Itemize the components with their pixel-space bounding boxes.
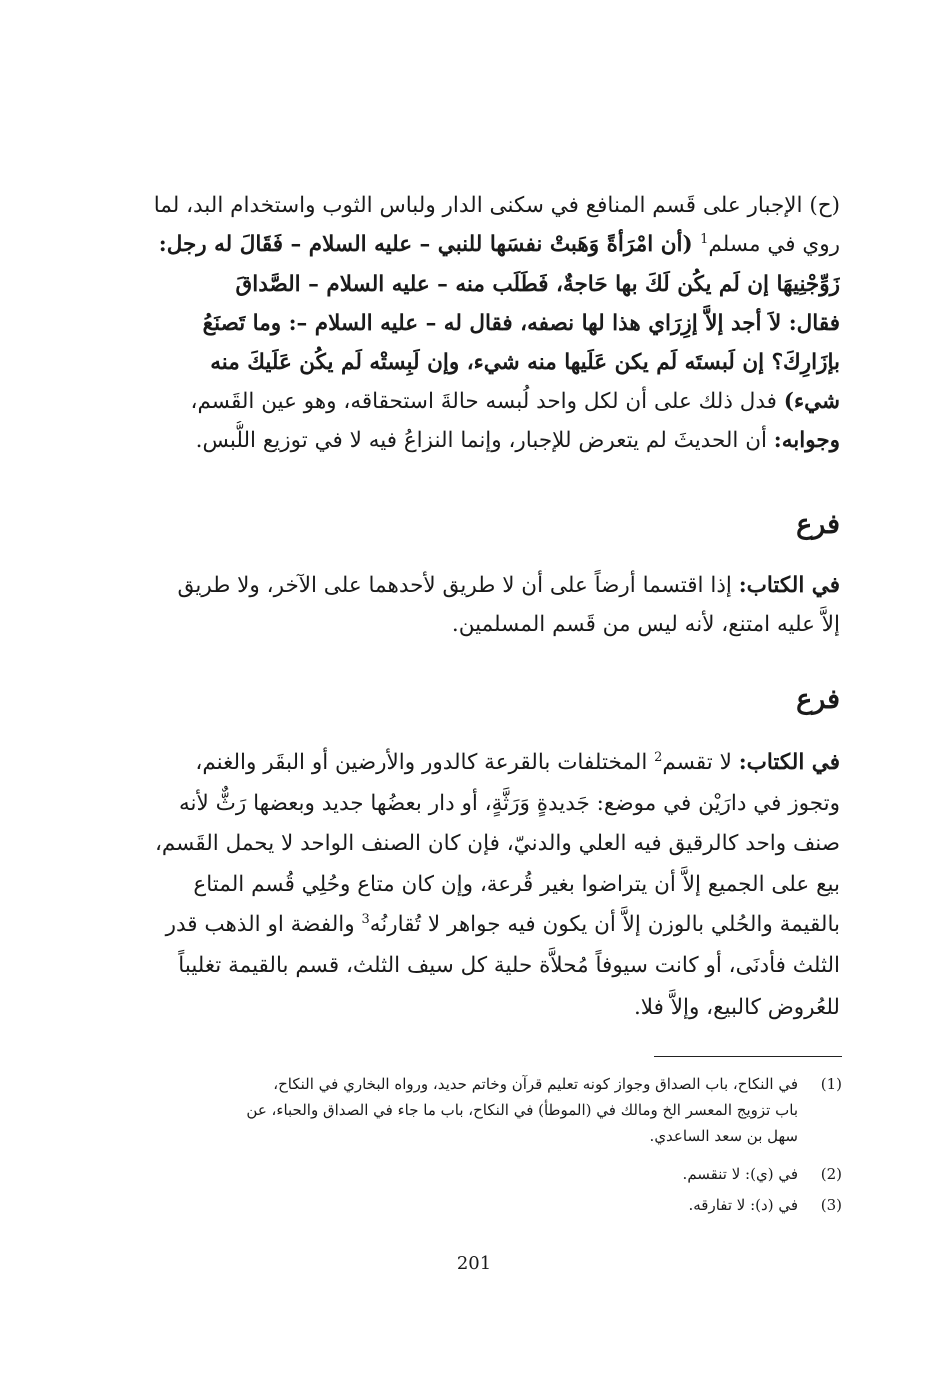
body-line: في الكتاب: إذا اقتسما أرضاً على أن لا طريق لأحدهما على الآخر، ولا طريق — [177, 573, 840, 598]
body-line: بإزَارِكَ؟ إن لَبستَه لَم يكن عَلَيها منه شيء، وإن لَبِستْه لَم يكُن عَلَيكَ منه — [210, 350, 840, 375]
section-heading: فرع — [796, 684, 840, 715]
body-line: شيء) فدل ذلك على أن لكل واحد لُبسه حالةَ استحقاقه، وهو عين القَسم، — [190, 389, 840, 414]
body-line: زَوِّجْنِيهَا إن لَم يكُن لَكَ بها حَاجةٌ، فَطَلَب منه – عليه السلام – الصَّداقَ — [235, 272, 840, 297]
footnote-continuation: سهل بن سعد الساعدي. — [649, 1127, 798, 1145]
footnote-ref: 2 — [654, 749, 663, 765]
body-line: وجوابه: أن الحديثَ لم يتعرض للإجبار، وإنما النزاعُ فيه لا في توزيع اللُّبس. — [195, 428, 840, 453]
page-number: 201 — [456, 1253, 492, 1274]
footnote-separator — [654, 1056, 842, 1057]
body-line: إلاَّ عليه امتنع، لأنه ليس من قَسم المسلمين. — [451, 612, 840, 637]
footnote-continuation: باب تزويج المعسر الخ ومالك في (الموطأ) في النكاح، باب ما جاء في الصداق والحباء، عن — [246, 1101, 798, 1119]
footnote: (2)في (ي): لا تنقسم. — [682, 1165, 842, 1183]
body-line: في الكتاب: لا تقسم$^2$ المختلفات بالقرعة كالدور والأرضين أو البقَر والغنم، — [195, 749, 840, 775]
body-line: للعُروض كالبيع، وإلاَّ فلا. — [633, 995, 840, 1020]
section-heading: فرع — [796, 509, 840, 540]
body-line: (ح) الإجبار على قَسم المنافع في سكنى الدار ولباس الثوب واستخدام البد، لما — [153, 193, 840, 218]
footnote-ref: 3 — [361, 911, 370, 927]
body-line: وتجوز في دارَيْن في موضع: جَديدةٍ وَرَثَّةٍ، أو دار بعضُها جديد وبعضها رَثٌّ لأنه — [179, 791, 840, 816]
footnote: (1)في النكاح، باب الصداق وجواز كونه تعليم قرآن وخاتم حديد، ورواه البخاري في النكاح، — [273, 1075, 842, 1093]
body-line: روي في مسلم$^1$ (أن امْرَأةً وَهَبتْ نفسَها للنبي – عليه السلام – فَقَالَ له رجل: — [158, 231, 840, 257]
footnote-ref: 1 — [700, 231, 709, 247]
footnote: (3)في (د): لا تفارقه. — [688, 1196, 842, 1214]
body-line: الثلث فأدنَى، أو كانت سيوفاً مُحلاَّة حلية كل سيف الثلث، قسم بالقيمة تغليباً — [178, 953, 840, 978]
body-line: بيع على الجميع إلاَّ أن يتراضوا بغير قُرعة، وإن كان متاع وحُلِي قُسم المتاع — [193, 872, 840, 897]
body-line: فقال: لاَ أجد إلاَّ إزِرَاي هذا لها نصفه، فقال له – عليه السلام –: وما تَصنَعُ — [202, 311, 840, 336]
body-line: بالقيمة والحُلي بالوزن إلاَّ أن يكون فيه جواهر لا تُقارنُه$^3$ والفضة او الذهب قدر — [165, 911, 840, 937]
body-line: صنف واحد كالرقيق فيه العلي والدنيّ، فإن كان الصنف الواحد لا يحمل القَسم، — [154, 831, 840, 856]
